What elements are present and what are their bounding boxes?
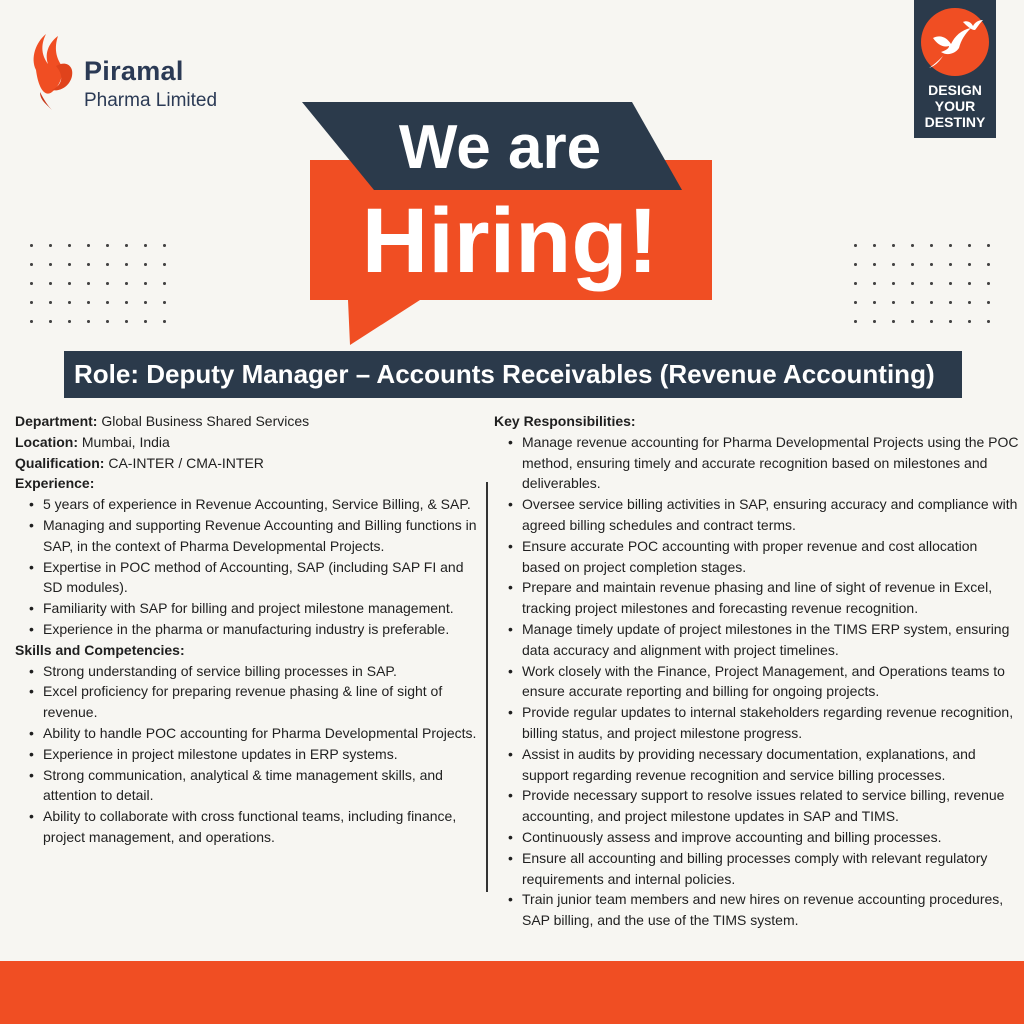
list-item: • Ensure all accounting and billing processes comply with relevant regulatory requirements and internal policies. — [494, 848, 1019, 890]
qualification-label: Qualification: — [15, 454, 105, 471]
list-item: • Familiarity with SAP for billing and project milestone management. — [15, 598, 480, 619]
dot-grid-right — [846, 236, 996, 328]
dot-grid-left — [22, 236, 172, 328]
experience-heading — [15, 473, 480, 494]
experience-heading-text: Experience: — [15, 475, 95, 492]
flame-logo-icon — [26, 30, 78, 112]
company-logo — [26, 30, 256, 112]
skills-heading-text: Skills and Competencies: — [15, 641, 185, 658]
list-item: • Train junior team members and new hires on revenue accounting procedures, SAP billing, and the use of the TIMS system. — [494, 889, 1019, 931]
role-title: Role: Deputy Manager – Accounts Receivables (Revenue Accounting) — [64, 351, 962, 398]
location-row — [15, 432, 480, 453]
badge-line-3: DESTINY — [924, 114, 986, 130]
experience-list — [15, 494, 480, 640]
list-item: • Ability to collaborate with cross functional teams, including finance, project management, and operations. — [15, 806, 480, 848]
list-item: • Oversee service billing activities in SAP, ensuring accuracy and compliance with agreed billing schedules and contract terms. — [494, 494, 1019, 536]
badge-line-1: DESIGN — [928, 82, 982, 98]
list-item: • Ability to handle POC accounting for Pharma Developmental Projects. — [15, 723, 480, 744]
hiring-banner — [300, 100, 720, 350]
skills-list — [15, 661, 480, 848]
right-column — [494, 411, 1019, 931]
location-label: Location: — [15, 433, 78, 450]
responsibilities-heading-text: Key Responsibilities: — [494, 413, 636, 429]
location-value: Mumbai, India — [81, 433, 170, 450]
list-item: • Strong understanding of service billing processes in SAP. — [15, 661, 480, 682]
left-column — [15, 411, 480, 848]
list-item: • Experience in the pharma or manufacturing industry is preferable. — [15, 619, 480, 640]
headline-we-are: We are — [398, 113, 602, 182]
qualification-value: CA-INTER / CMA-INTER — [108, 454, 264, 471]
department-row — [15, 411, 480, 432]
headline-hiring: Hiring! — [361, 190, 659, 292]
qualification-row — [15, 453, 480, 474]
list-item: • Experience in project milestone updates in ERP systems. — [15, 744, 480, 765]
birds-icon — [921, 8, 989, 76]
list-item: • Assist in audits by providing necessary documentation, explanations, and support regarding revenue recognition and service billing processes. — [494, 744, 1019, 786]
list-item: • Work closely with the Finance, Project Management, and Operations teams to ensure accurate reporting and billing for ongoing projects. — [494, 661, 1019, 703]
department-value: Global Business Shared Services — [101, 413, 310, 429]
birds-emblem — [921, 8, 989, 76]
badge-text — [914, 82, 996, 130]
list-item: • Manage timely update of project milestones in the TIMS ERP system, ensuring data accuracy and alignment with project timelines. — [494, 619, 1019, 661]
responsibilities-heading — [494, 411, 1019, 432]
department-label: Department: — [15, 413, 98, 429]
list-item: • Strong communication, analytical & time management skills, and attention to detail. — [15, 765, 480, 807]
list-item: • Continuously assess and improve accounting and billing processes. — [494, 827, 1019, 848]
list-item: • Managing and supporting Revenue Accounting and Billing functions in SAP, in the context of Pharma Developmental Projects. — [15, 515, 480, 557]
skills-heading — [15, 640, 480, 661]
list-item: • Ensure accurate POC accounting with proper revenue and cost allocation based on project completion stages. — [494, 536, 1019, 578]
column-divider — [486, 482, 488, 892]
list-item: • Excel proficiency for preparing revenue phasing & line of sight of revenue. — [15, 681, 480, 723]
footer-bar — [0, 961, 1024, 1024]
list-item: • Expertise in POC method of Accounting, SAP (including SAP FI and SD modules). — [15, 557, 480, 599]
list-item: • Provide necessary support to resolve issues related to service billing, revenue accounting, and project milestone updates in SAP and TIMS. — [494, 785, 1019, 827]
brand-subtitle: Pharma Limited — [84, 90, 218, 111]
responsibilities-list — [494, 432, 1019, 931]
list-item: • Prepare and maintain revenue phasing and line of sight of revenue in Excel, tracking project milestones and forecasting revenue recognition. — [494, 577, 1019, 619]
design-your-destiny-badge — [914, 0, 996, 138]
list-item: • Provide regular updates to internal stakeholders regarding revenue recognition, billing status, and project milestone progress. — [494, 702, 1019, 744]
badge-line-2: YOUR — [934, 98, 976, 114]
list-item: • 5 years of experience in Revenue Accounting, Service Billing, & SAP. — [15, 494, 480, 515]
brand-name: Piramal — [84, 56, 184, 86]
list-item: • Manage revenue accounting for Pharma Developmental Projects using the POC method, ensuring timely and accurate recognition based on milestones and deliverables. — [494, 432, 1019, 494]
